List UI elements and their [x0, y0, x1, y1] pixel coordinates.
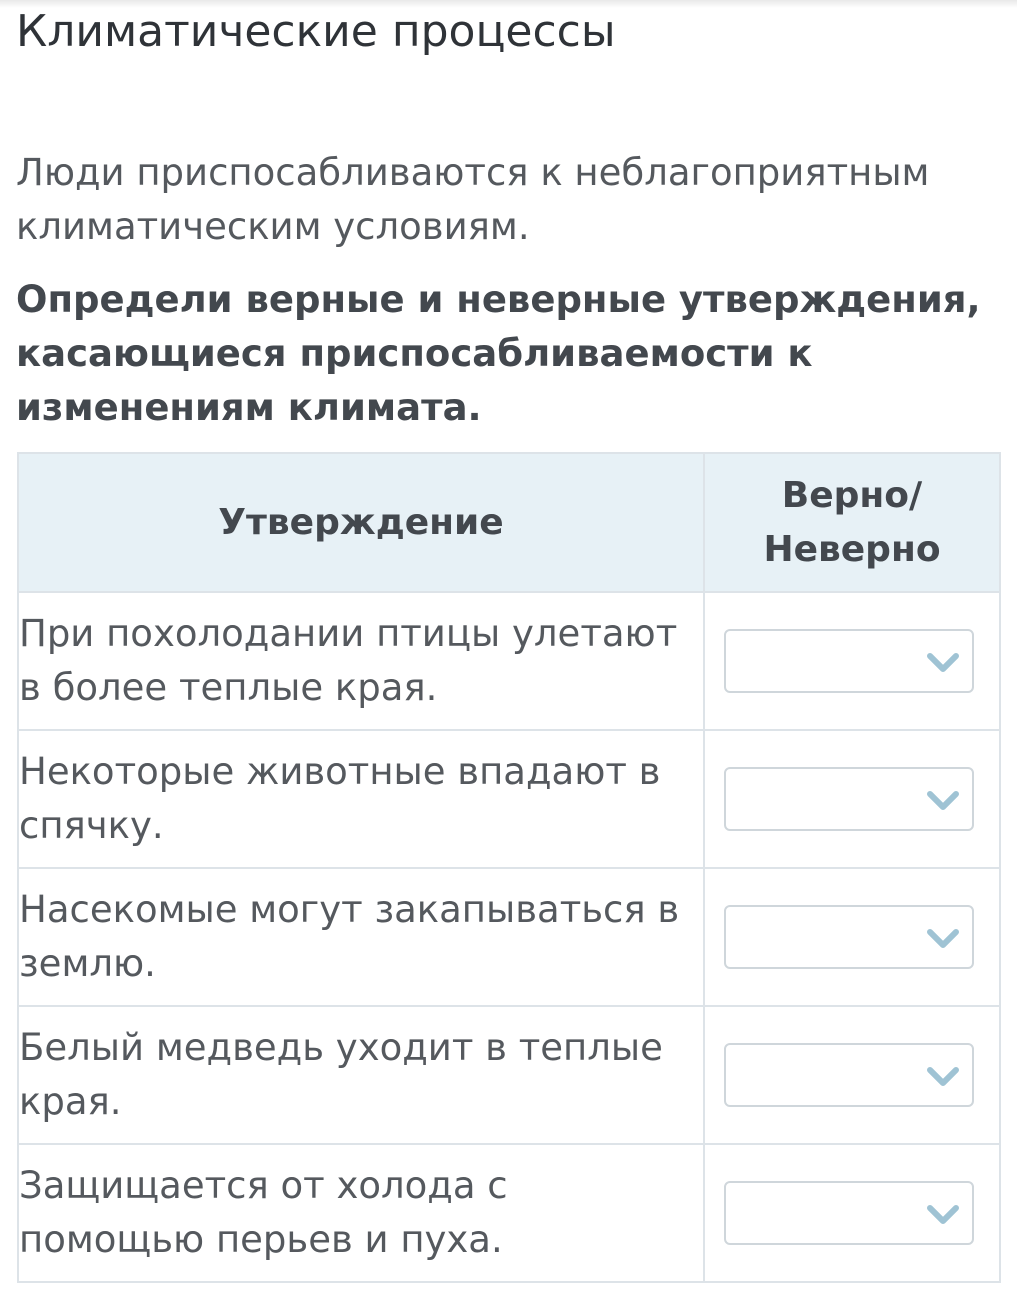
- intro-text: Люди приспосабливаются к неблагоприятным климатическим условиям.: [16, 151, 930, 248]
- answer-cell: [704, 730, 1000, 868]
- table-row: [18, 868, 1000, 1006]
- chevron-down-icon: [926, 649, 960, 677]
- table-row: [18, 1006, 1000, 1144]
- chevron-down-icon: [926, 925, 960, 953]
- table-row: [18, 592, 1000, 730]
- answer-dropdown[interactable]: [724, 767, 974, 831]
- answer-dropdown[interactable]: [724, 629, 974, 693]
- column-header-answer: [704, 453, 1000, 592]
- table-header-row: [18, 453, 1000, 592]
- column-header-statement-label: Утверждение: [218, 501, 504, 543]
- chevron-down-icon: [926, 787, 960, 815]
- answer-cell: [704, 592, 1000, 730]
- statement-cell: Насекомые могут закапываться в землю.: [18, 868, 704, 1006]
- table-row: [18, 1144, 1000, 1282]
- column-header-answer-line1: Верно/: [781, 474, 923, 516]
- chevron-down-icon: [926, 1201, 960, 1229]
- answer-cell: [704, 868, 1000, 1006]
- answer-cell: [704, 1144, 1000, 1282]
- table-row: [18, 730, 1000, 868]
- column-header-answer-line2: Неверно: [763, 528, 941, 570]
- answer-dropdown[interactable]: [724, 1181, 974, 1245]
- statement-cell: Белый медведь уходит в теплые края.: [18, 1006, 704, 1144]
- answer-dropdown[interactable]: [724, 905, 974, 969]
- statement-cell: При похолодании птицы улетают в более теплые края.: [18, 592, 704, 730]
- statement-cell: Некоторые животные впадают в спячку.: [18, 730, 704, 868]
- answer-dropdown[interactable]: [724, 1043, 974, 1107]
- column-header-statement: [18, 453, 704, 592]
- statements-table: [17, 452, 1001, 1283]
- instruction-text: Определи верные и неверные утверждения, касающиеся приспосабливаемости к изменениям климата.: [16, 278, 981, 429]
- page-title: Климатические процессы: [16, 6, 616, 57]
- answer-cell: [704, 1006, 1000, 1144]
- chevron-down-icon: [926, 1063, 960, 1091]
- statement-cell: Защищается от холода с помощью перьев и пуха.: [18, 1144, 704, 1282]
